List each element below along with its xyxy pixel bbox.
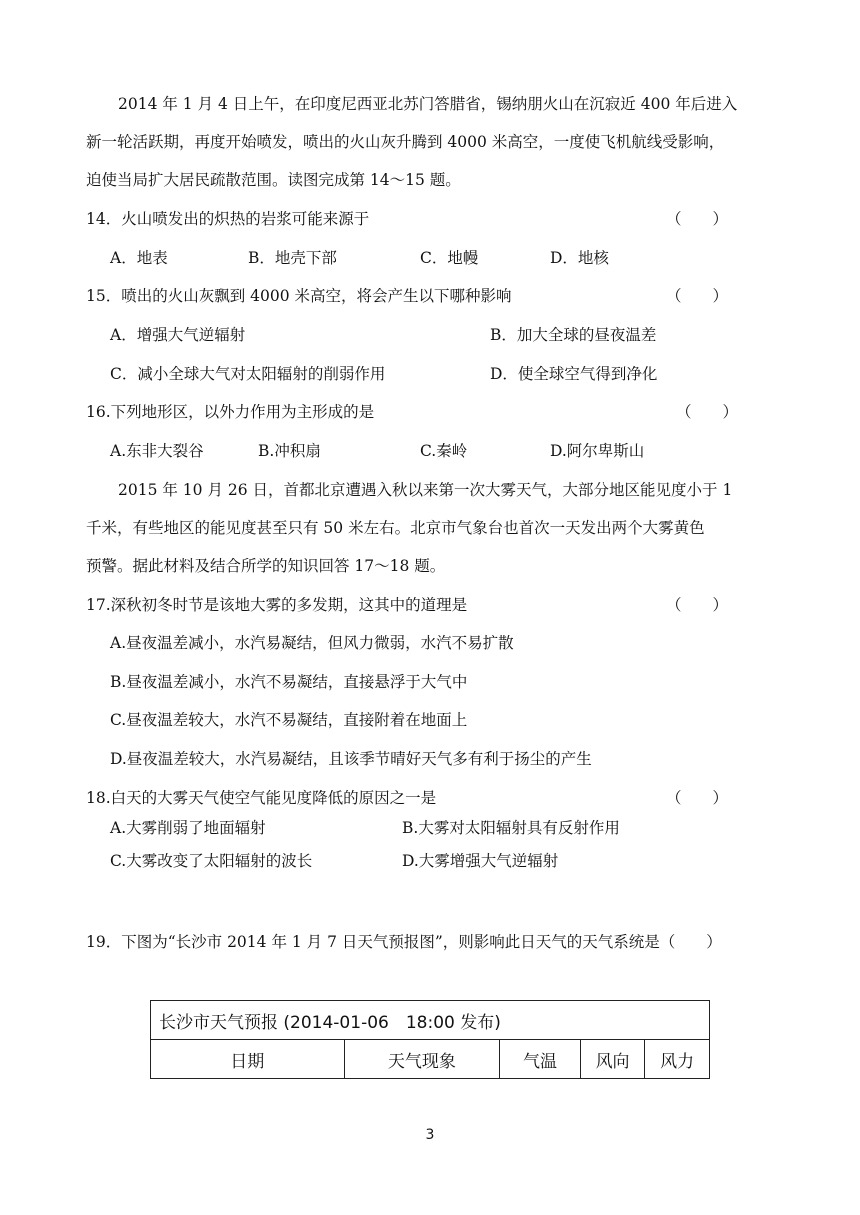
q18-stem: 18.白天的大雾天气使空气能见度降低的原因之一是 [86, 789, 437, 807]
q18-option-d: D.大雾增强大气逆辐射 [402, 852, 559, 870]
passage2-line1: 2015 年 10 月 26 日，首都北京遭遇入秋以来第一次大雾天气，大部分地区能见度小于 1 [118, 481, 733, 499]
q17-option-d: D.昼夜温差较大，水汽易凝结，且该季节晴好天气多有利于扬尘的产生 [110, 750, 592, 768]
q14-option-a: A．地表 [110, 249, 168, 267]
passage2-line2: 千米，有些地区的能见度甚至只有 50 米左右。北京市气象台也首次一天发出两个大雾黄色 [86, 519, 705, 537]
forecast-header-wind-force: 风力 [645, 1040, 710, 1079]
q16-option-a: A.东非大裂谷 [110, 442, 204, 460]
q14-option-c: C．地幔 [420, 249, 479, 267]
q16-option-b: B.冲积扇 [258, 442, 321, 460]
q16-stem: 16.下列地形区，以外力作用为主形成的是 [86, 403, 375, 421]
q15-option-d: D．使全球空气得到净化 [490, 365, 658, 383]
q14-option-b: B．地壳下部 [248, 249, 337, 267]
q19-stem: 19．下图为“长沙市 2014 年 1 月 7 日天气预报图”，则影响此日天气的天气系统是（ ） [86, 933, 722, 951]
forecast-table-title: 长沙市天气预报 (2014-01-06 18:00 发布) [151, 1001, 710, 1040]
weather-forecast-table [150, 1000, 710, 1079]
q18-answer-paren: （ ） [666, 789, 729, 807]
passage1-line1: 2014 年 1 月 4 日上午，在印度尼西亚北苏门答腊省，锡纳朋火山在沉寂近 400 年后进入 [118, 95, 738, 113]
passage1-line2: 新一轮活跃期，再度开始喷发，喷出的火山灰升腾到 4000 米高空，一度使飞机航线受影响， [86, 133, 725, 151]
q18-option-a: A.大雾削弱了地面辐射 [110, 819, 266, 837]
page-number: 3 [425, 1127, 435, 1143]
passage1-line3: 迫使当局扩大居民疏散范围。读图完成第 14～15 题。 [86, 171, 461, 189]
forecast-header-wind-direction: 风向 [580, 1040, 645, 1079]
q17-option-c: C.昼夜温差较大，水汽不易凝结，直接附着在地面上 [110, 711, 468, 729]
forecast-header-weather: 天气现象 [344, 1040, 500, 1079]
q15-stem: 15．喷出的火山灰飘到 4000 米高空，将会产生以下哪种影响 [86, 287, 512, 305]
q16-answer-paren: （ ） [676, 403, 739, 421]
q14-option-d: D．地核 [550, 249, 609, 267]
q15-answer-paren: （ ） [666, 287, 729, 305]
q17-option-b: B.昼夜温差减小，水汽不易凝结，直接悬浮于大气中 [110, 673, 468, 691]
q17-option-a: A.昼夜温差减小，水汽易凝结，但风力微弱，水汽不易扩散 [110, 634, 514, 652]
q14-answer-paren: （ ） [666, 210, 729, 228]
q15-option-c: C．减小全球大气对太阳辐射的削弱作用 [110, 365, 386, 383]
q16-option-d: D.阿尔卑斯山 [550, 442, 645, 460]
q17-stem: 17.深秋初冬时节是该地大雾的多发期，这其中的道理是 [86, 596, 468, 614]
q16-option-c: C.秦岭 [420, 442, 468, 460]
q15-option-a: A．增强大气逆辐射 [110, 326, 246, 344]
q17-answer-paren: （ ） [666, 596, 729, 614]
q14-stem: 14．火山喷发出的炽热的岩浆可能来源于 [86, 210, 370, 228]
forecast-header-temperature: 气温 [500, 1040, 580, 1079]
forecast-header-date: 日期 [151, 1040, 345, 1079]
q18-option-b: B.大雾对太阳辐射具有反射作用 [402, 819, 620, 837]
q18-option-c: C.大雾改变了太阳辐射的波长 [110, 852, 313, 870]
passage2-line3: 预警。据此材料及结合所学的知识回答 17～18 题。 [86, 557, 446, 575]
q15-option-b: B．加大全球的昼夜温差 [490, 326, 657, 344]
